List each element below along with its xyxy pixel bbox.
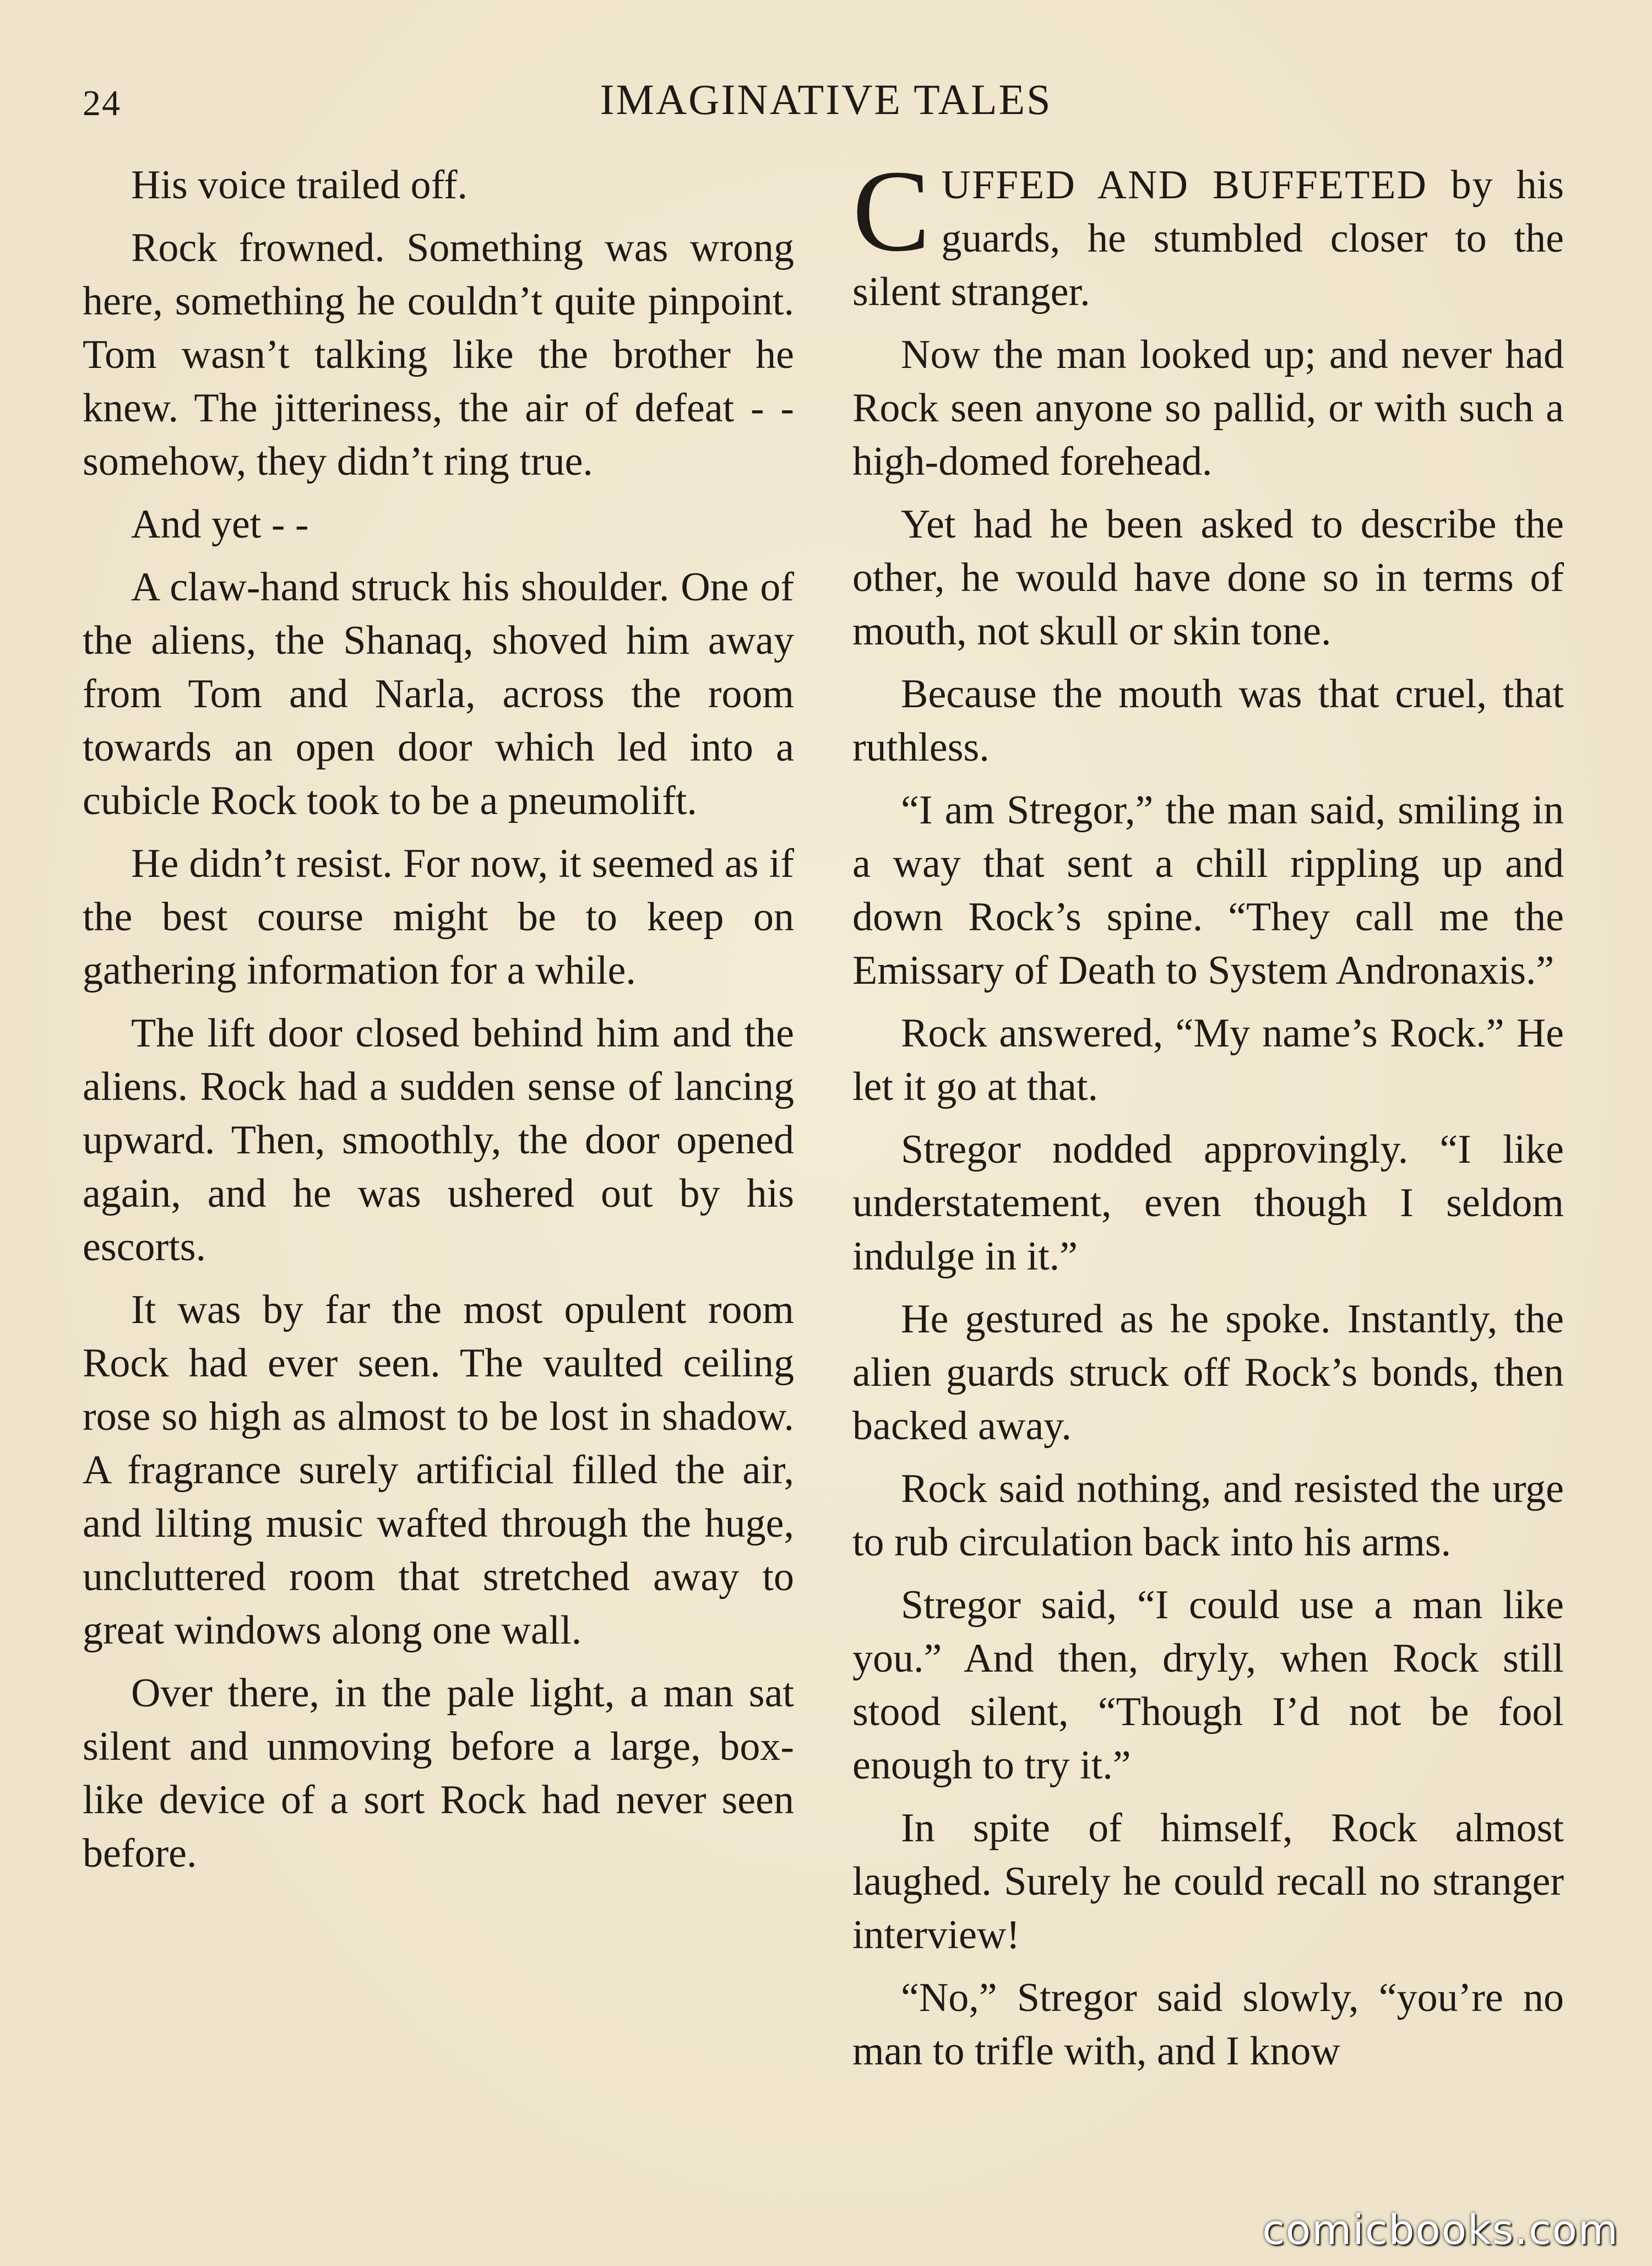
paragraph: Rock frowned. Something was wrong here, something he couldn’t quite pinpoint. Tom wasn’t talking like the brother he knew. The jitteriness, the air of defeat - - somehow, they didn’t ring true. (83, 225, 794, 484)
paragraph: Rock answered, “My name’s Rock.” He let it go at that. (852, 1011, 1564, 1109)
paragraph: In spite of himself, Rock almost laughed. Surely he could recall no stranger interview! (852, 1806, 1564, 1958)
section-lead-paragraph (852, 146, 1564, 319)
paragraph: And yet - - (131, 502, 309, 547)
paragraph: A claw-hand struck his shoulder. One of the aliens, the Shanaq, shoved him away from Tom and Narla, across the room towards an open door which led into a cubicle Rock took to be a pneumolift. (83, 565, 794, 823)
paragraph: It was by far the most opulent room Rock had ever seen. The vaulted ceiling rose so high as almost to be lost in shadow. A fragrance surely artificial filled the air, and lilting music wafted through the huge, uncluttered room that stretched away to great windows along one wall. (83, 1287, 794, 1653)
running-head-title: IMAGINATIVE TALES (600, 75, 1052, 123)
paragraph: His voice trailed off. (131, 162, 468, 208)
paragraph: He didn’t resist. For now, it seemed as if the best course might be to keep on gathering information for a while. (83, 841, 794, 993)
paragraph: “I am Stregor,” the man said, smiling in a way that sent a chill rippling up and down Rock’s spine. “They call me the Emissary of Death to System Andronaxis.” (852, 788, 1564, 993)
left-text-column (83, 159, 794, 1890)
drop-cap: C (852, 146, 931, 275)
paragraph: Because the mouth was that cruel, that ruthless. (852, 671, 1564, 770)
lead-in-text: his guards, he stumbled closer to the silent stranger. (852, 162, 1564, 315)
paragraph: The lift door closed behind him and the aliens. Rock had a sudden sense of lancing upward. Then, smoothly, the door opened again, and he was ushered out by his escorts. (83, 1011, 794, 1270)
paragraph: Rock said nothing, and resisted the urge to rub circulation back into his arms. (852, 1466, 1564, 1565)
page-number: 24 (83, 83, 121, 123)
paragraph: “No,” Stregor said slowly, “you’re no man to trifle with, and I know (852, 1975, 1564, 2074)
watermark-logo: comicbooks.com (1262, 2207, 1619, 2254)
paragraph: He gestured as he spoke. Instantly, the alien guards struck off Rock’s bonds, then backed away. (852, 1297, 1564, 1449)
paragraph: Over there, in the pale light, a man sat silent and unmoving before a large, box-like device of a sort Rock had never seen before. (83, 1671, 794, 1876)
lead-in-caps: UFFED AND BUFFETED by (941, 162, 1494, 208)
right-text-column (852, 146, 1564, 2088)
paragraph: Now the man looked up; and never had Rock seen anyone so pallid, or with such a high-domed forehead. (852, 332, 1564, 484)
paragraph: Yet had he been asked to describe the other, he would have done so in terms of mouth, not skull or skin tone. (852, 502, 1564, 654)
paragraph: Stregor said, “I could use a man like you.” And then, dryly, when Rock still stood silent, “Though I’d not be fool enough to try it.” (852, 1582, 1564, 1788)
paragraph: Stregor nodded approvingly. “I like understatement, even though I seldom indulge in it.” (852, 1127, 1564, 1279)
